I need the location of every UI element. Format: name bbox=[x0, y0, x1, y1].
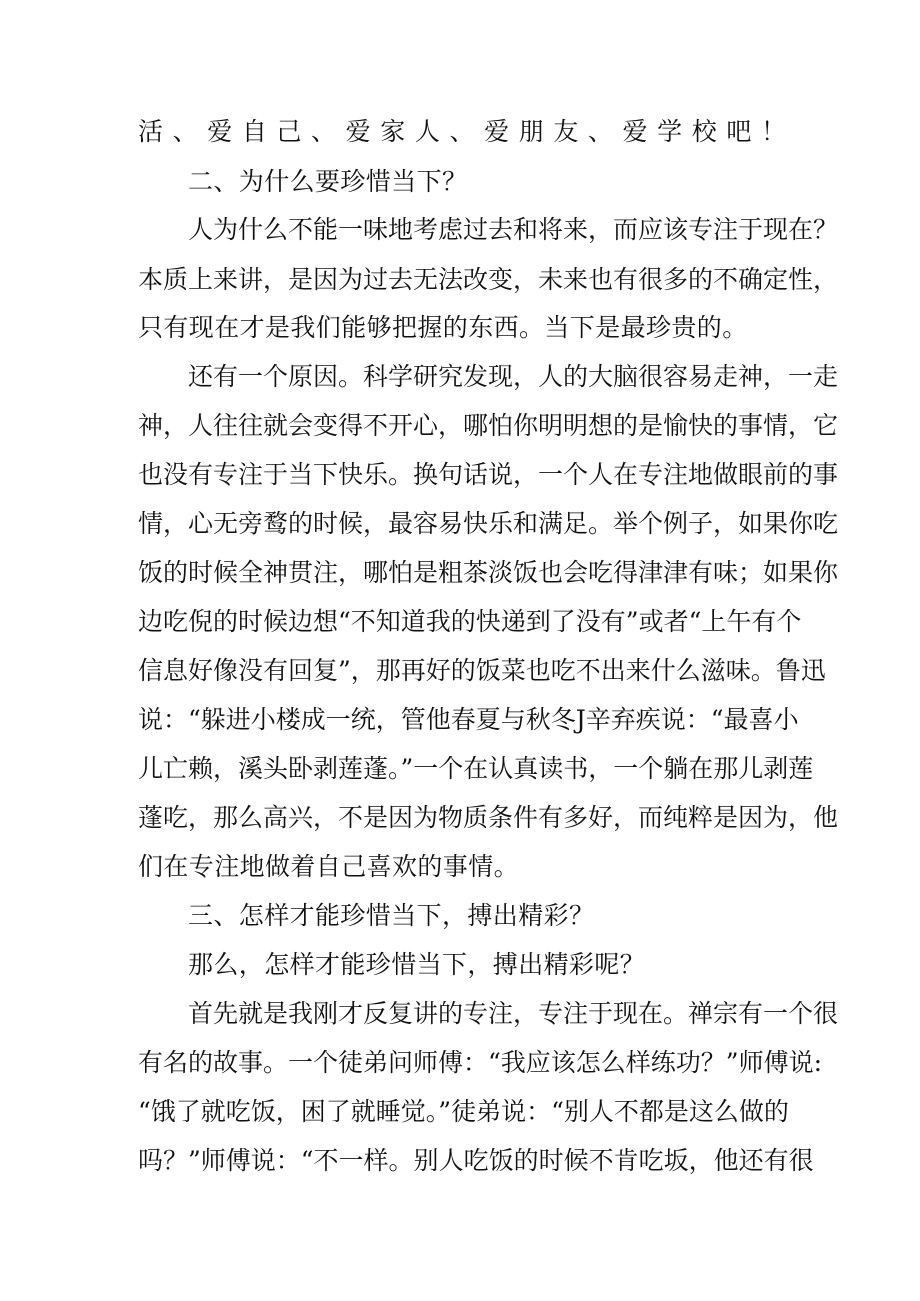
text-line: 人为什么不能一味地考虑过去和将来，而应该专注于现在？ bbox=[188, 215, 839, 244]
section-heading: 二、为什么要珍惜当下？ bbox=[188, 167, 468, 196]
text-line: 有名的故事。一个徒弟问师傅：“我应该怎么样练功？”师傅说: bbox=[138, 1048, 822, 1077]
text-line: 首先就是我刚才反复讲的专注，专注于现在。禅宗有一个很 bbox=[188, 999, 839, 1028]
text-line: 活、爱自己、爱家人、爱朋友、爱学校吧！ bbox=[138, 117, 786, 146]
text-line: 说：“躲进小楼成一统，管他春夏与秋冬J辛弃疾说：“最喜小 bbox=[138, 705, 799, 734]
text-line: 们在专注地做着自己喜欢的事情。 bbox=[138, 852, 520, 881]
text-line: 蓬吃，那么高兴，不是因为物质条件有多好，而纯粹是因为，他 bbox=[138, 803, 839, 832]
text-line: 神，人往往就会变得不开心，哪怕你明明想的是愉快的事情，它 bbox=[138, 411, 839, 440]
text-line: 也没有专注于当下快乐。换句话说，一个人在专注地做眼前的事 bbox=[138, 460, 839, 489]
text-line: 只有现在才是我们能够把握的东西。当下是最珍贵的。 bbox=[138, 313, 748, 342]
text-line: 边吃倪的时候边想“不知道我的快递到了没有”或者“上午有个 bbox=[138, 607, 802, 636]
text-line: 饭的时候全神贯注，哪怕是粗茶淡饭也会吃得津津有味；如果你 bbox=[138, 558, 839, 587]
text-line: 信息好像没有回复”，那再好的饭菜也吃不出来什么滋味。鲁迅 bbox=[138, 656, 826, 685]
text-line: 儿亡赖，溪头卧剥莲蓬。”一个在认真读书，一个躺在那儿剥莲 bbox=[138, 754, 814, 783]
text-line: 吗？”师傅说：“不一样。别人吃饭的时候不肯吃坂，他还有很 bbox=[138, 1146, 814, 1175]
text-line: 那么，怎样才能珍惜当下，搏出精彩呢？ bbox=[188, 950, 646, 979]
text-line: “饿了就吃饭，困了就睡觉。”徒弟说：“别人不都是这么做的 bbox=[138, 1097, 789, 1126]
section-heading: 三、怎样才能珍惜当下，搏出精彩？ bbox=[188, 901, 595, 930]
text-line: 还有一个原因。科学研究发现，人的大脑很容易走神，一走 bbox=[188, 362, 839, 391]
text-line: 情，心无旁鹜的时候，最容易快乐和满足。举个例子，如果你吃 bbox=[138, 509, 839, 538]
text-line: 本质上来讲，是因为过去无法改变，未来也有很多的不确定性， bbox=[138, 265, 839, 294]
